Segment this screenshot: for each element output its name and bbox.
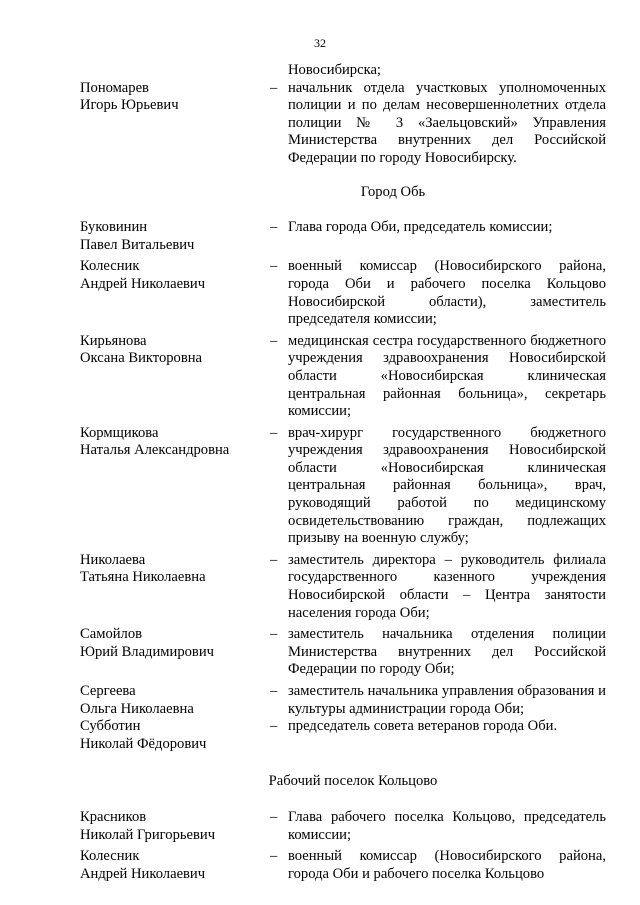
dash: – xyxy=(270,718,278,735)
person-name xyxy=(80,333,270,421)
person-name xyxy=(80,80,270,168)
position-description: заместитель начальника отделения полиции Министерства внутренних дел Российской Федерации по городу Оби; xyxy=(288,626,606,678)
given-names: Игорь Юрьевич xyxy=(80,97,179,114)
position-description: заместитель начальника управления образования и культуры администрации города Оби; xyxy=(288,683,606,717)
given-names: Татьяна Николаевна xyxy=(80,569,206,586)
surname: Николаева xyxy=(80,551,146,568)
section-heading: Город Обь xyxy=(360,183,426,200)
document-body xyxy=(80,62,606,887)
given-names: Андрей Николаевич xyxy=(80,865,206,882)
given-names: Николай Григорьевич xyxy=(80,826,216,843)
position-description: начальник отдела участковых уполномоченных полиции и по делам несовершеннолетних отдела полиции № 3 «Заельцовский» Управления Министерства внутренних дел Российской Федерации по городу Новосибирску. xyxy=(288,79,606,166)
position-description: врач-хирург государственного бюджетного учреждения здравоохранения Новосибирской области «Новосибирская клиническая центральная районная больница», врач, руководящий работой по медицинскому освидетельствованию граждан, подлежащих призыву на военную службу; xyxy=(288,424,606,547)
position-description: Глава рабочего поселка Кольцово, председатель комиссии; xyxy=(288,808,606,843)
dash: – xyxy=(270,79,278,96)
surname: Колесник xyxy=(80,848,140,865)
given-names: Ольга Николаевна xyxy=(80,700,194,717)
person-name xyxy=(80,425,270,548)
list-item xyxy=(80,258,606,328)
dash: – xyxy=(270,219,278,236)
position-description: военный комиссар (Новосибирского района, города Оби и рабочего поселка Кольцово Новосибирской области), заместитель председателя комиссии; xyxy=(288,258,606,328)
dash: – xyxy=(270,626,278,643)
surname: Пономарев xyxy=(80,79,149,96)
page-number: 32 xyxy=(314,36,326,50)
list-item xyxy=(80,80,606,168)
dash: – xyxy=(270,808,278,825)
given-names: Наталья Александровна xyxy=(80,442,230,459)
list-item xyxy=(80,552,606,622)
position-description: медицинская сестра государственного бюджетного учреждения здравоохранения Новосибирской области «Новосибирская клиническая центральная районная больница», секретарь комиссии; xyxy=(288,332,606,420)
person-name xyxy=(80,258,270,328)
list-item xyxy=(80,683,606,718)
list-item xyxy=(80,809,606,844)
person-name xyxy=(80,219,270,254)
surname: Субботин xyxy=(80,718,141,735)
list-item xyxy=(80,425,606,548)
surname: Колесник xyxy=(80,258,140,275)
dash: – xyxy=(270,424,278,441)
person-name xyxy=(80,718,270,753)
position-description: Глава города Оби, председатель комиссии; xyxy=(288,219,553,236)
given-names: Павел Витальевич xyxy=(80,236,195,253)
position-description: председатель совета ветеранов города Оби. xyxy=(288,718,558,735)
person-name xyxy=(80,626,270,679)
person-name xyxy=(80,848,270,883)
surname: Кормщикова xyxy=(80,424,159,441)
given-names: Оксана Викторовна xyxy=(80,350,203,367)
person-name xyxy=(80,683,270,718)
surname: Кирьянова xyxy=(80,332,147,349)
given-names: Николай Фёдорович xyxy=(80,735,207,752)
list-item xyxy=(80,626,606,679)
person-name xyxy=(80,552,270,622)
dash: – xyxy=(270,551,278,568)
surname: Сергеева xyxy=(80,683,136,699)
dash: – xyxy=(270,332,278,349)
position-description: военный комиссар (Новосибирского района, города Оби и рабочего поселка Кольцово xyxy=(288,848,606,882)
continued-text: Новосибирска; xyxy=(288,62,381,78)
dash: – xyxy=(270,683,278,699)
surname: Буковинин xyxy=(80,219,148,236)
list-item xyxy=(80,333,606,421)
list-item xyxy=(80,219,606,254)
dash: – xyxy=(270,848,278,865)
given-names: Андрей Николаевич xyxy=(80,275,206,292)
surname: Красников xyxy=(80,808,147,825)
person-name xyxy=(80,809,270,844)
surname: Самойлов xyxy=(80,626,143,643)
section-heading: Рабочий поселок Кольцово xyxy=(268,773,438,790)
list-item xyxy=(80,718,606,753)
dash: – xyxy=(270,258,278,275)
position-description: заместитель директора – руководитель филиала государственного казенного учреждения Новосибирской области – Центра занятости населения города Оби; xyxy=(288,551,606,621)
given-names: Юрий Владимирович xyxy=(80,643,214,660)
list-item xyxy=(80,848,606,883)
